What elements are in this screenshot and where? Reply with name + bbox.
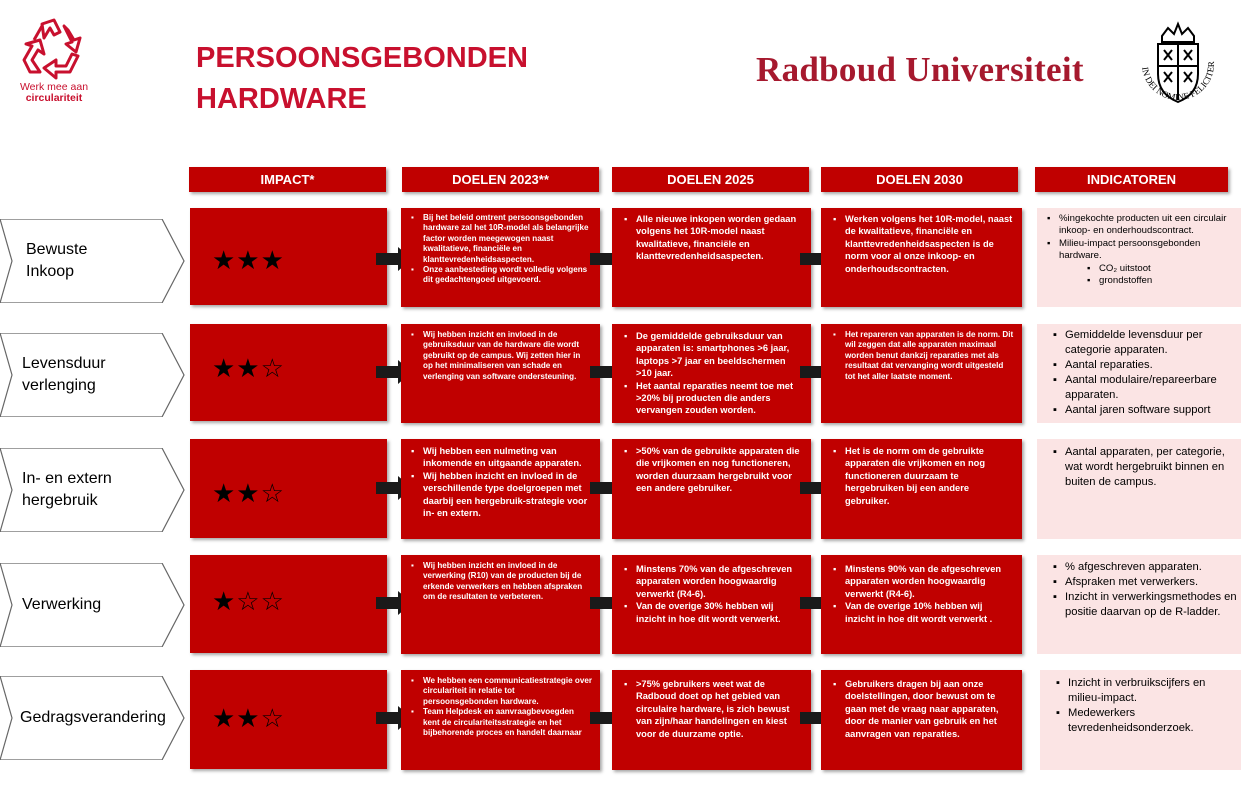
goal-item: ▪ Bij het beleid omtrent persoonsgebonden hardware zal het 10R-model als belangrijke factor worden meegewogen naast kwalitatieve, financiële en klanttevredenheidsaspecten. xyxy=(407,213,592,265)
goals-2025-box xyxy=(612,670,811,770)
indicators-box xyxy=(1040,670,1241,770)
goals-2023-box xyxy=(401,439,600,539)
goal-item: ▪ Het is de norm om de gebruikte apparaten die vrijkomen en nog functioneren duurzaam te hergebruiken bij een andere gebruiker. xyxy=(829,445,1014,507)
university-name: Radboud Universiteit xyxy=(756,50,1084,89)
goal-item: ▪ Van de overige 10% hebben wij inzicht in hoe dit wordt verwerkt . xyxy=(829,600,1014,625)
goal-item: ▪ >75% gebruikers weet wat de Radboud doet op het gebied van circulaire hardware, is zich bewust van zijn/haar handelingen en kiest voor de duurzame optie. xyxy=(620,678,803,740)
impact-box xyxy=(190,555,387,653)
goals-2025-box xyxy=(612,439,811,539)
logo-line-1: Werk mee aan xyxy=(19,81,89,93)
indicators-box xyxy=(1037,324,1241,423)
indicator-item: ▪ Aantal reparaties. xyxy=(1049,358,1237,373)
row-label-bewuste-inkoop xyxy=(0,219,186,303)
indicator-item: ▪ Medewerkers tevredenheidsonderzoek. xyxy=(1052,706,1237,736)
goal-item: ▪ Werken volgens het 10R-model, naast de kwalitatieve, financiële en klanttevredenheidsaspecten is de norm voor al onze inkoop- en onderhoudscontracten. xyxy=(829,213,1016,275)
goals-2030-box xyxy=(821,555,1022,654)
goals-2030-box xyxy=(821,439,1022,539)
indicators-box xyxy=(1037,439,1241,539)
col-header-doelen-2030: DOELEN 2030 xyxy=(821,167,1018,192)
title-line-1: PERSOONSGEBONDEN xyxy=(196,42,528,74)
row-label-line-1: Bewuste xyxy=(26,241,88,258)
impact-box xyxy=(190,670,387,769)
indicator-item: ▪ Aantal modulaire/repareerbare apparaten. xyxy=(1049,373,1237,403)
sub-indicator-item: ▪ grondstoffen xyxy=(1043,275,1237,287)
indicator-item: ▪ Milieu-impact persoonsgebonden hardware. xyxy=(1043,238,1237,263)
goal-item: ▪ Wij hebben inzicht en invloed in de verwerking (R10) van de producten bij de erkende verwerkers en hebben afspraken om de resultaten te verbeteren. xyxy=(407,561,592,603)
goal-item: ▪ Wij hebben inzicht en invloed in de gebruiksduur van de hardware die wordt gebruikt op de campus. Wij zetten hier in op het minimaliseren van schade en verlenging van software ondersteuning. xyxy=(407,330,592,382)
goals-2025-box xyxy=(612,324,811,423)
goal-item: ▪ Wij hebben inzicht en invloed in de verschillende type doelgroepen met daarbij een hergebruik-strategie voor in- en extern. xyxy=(407,470,592,520)
row-label-line-1: Levensduur xyxy=(22,355,106,372)
goal-item: ▪ >50% van de gebruikte apparaten die die vrijkomen en nog functioneren, worden duurzaam hergebruikt voor een andere gebruiker. xyxy=(620,445,803,495)
goals-2030-box xyxy=(821,324,1022,423)
indicator-item: ▪ Aantal jaren software support xyxy=(1049,403,1237,418)
goal-item: ▪ Het repareren van apparaten is de norm. Dit wil zeggen dat alle apparaten maximaal worden benut dankzij reparaties met als resultaat dat vervanging wordt uitgesteld tot het aller laatste moment. xyxy=(829,330,1014,382)
goal-item: ▪ Onze aanbesteding wordt volledig volgens dit gedachtengoed uitgevoerd. xyxy=(407,265,592,286)
col-header-impact: IMPACT* xyxy=(189,167,386,192)
row-label-gedragsverandering xyxy=(0,676,186,760)
row-label-hergebruik xyxy=(0,448,186,532)
goals-2023-box xyxy=(401,208,600,307)
goals-2025-box xyxy=(612,208,811,307)
col-header-indicatoren: INDICATOREN xyxy=(1035,167,1228,192)
indicator-item: ▪ Afspraken met verwerkers. xyxy=(1049,575,1237,590)
col-header-doelen-2025: DOELEN 2025 xyxy=(612,167,809,192)
row-label-line-1: Verwerking xyxy=(22,596,102,613)
goals-2023-box xyxy=(401,324,600,423)
indicator-item: ▪ Inzicht in verbruikscijfers en milieu-impact. xyxy=(1052,676,1237,706)
indicator-item: ▪ Inzicht in verwerkingsmethodes en positie daarvan op de R-ladder. xyxy=(1049,590,1237,620)
goals-2030-box xyxy=(821,208,1022,307)
impact-stars: ★☆☆ xyxy=(212,587,285,617)
row-label-line-1: In- en extern xyxy=(22,470,112,487)
row-label-line-1: Gedragsverandering xyxy=(20,709,166,726)
impact-box xyxy=(190,208,387,305)
impact-stars: ★★★ xyxy=(212,246,285,276)
goals-2030-box xyxy=(821,670,1022,770)
goal-item: ▪ Team Helpdesk en aanvraagbevoegden kent de circulariteitsstrategie en het bijbehorende proces en handelt daarnaar xyxy=(407,707,592,738)
goal-item: ▪ Minstens 70% van de afgeschreven apparaten worden hoogwaardig verwerkt (R4-6). xyxy=(620,563,803,600)
impact-box xyxy=(190,324,387,421)
seal-icon xyxy=(1128,14,1228,114)
seal-text: IN DEI NOMINE FELICITER xyxy=(1140,61,1217,103)
indicator-item: ▪ %ingekochte producten uit een circulair inkoop- en onderhoudscontract. xyxy=(1043,213,1237,238)
goal-item: ▪ Het aantal reparaties neemt toe met >20% bij producten die anders vervangen zouden worden. xyxy=(620,380,803,417)
title-line-2: HARDWARE xyxy=(196,83,367,115)
indicators-box xyxy=(1037,555,1241,654)
recycle-icon xyxy=(20,16,88,82)
university-seal xyxy=(1128,14,1228,114)
indicator-item: ▪ % afgeschreven apparaten. xyxy=(1049,560,1237,575)
indicator-item: ▪ Gemiddelde levensduur per categorie apparaten. xyxy=(1049,328,1237,358)
indicators-box xyxy=(1037,208,1241,307)
sub-indicator-item: ▪ CO₂ uitstoot xyxy=(1043,263,1237,275)
col-header-doelen-2023: DOELEN 2023** xyxy=(402,167,599,192)
goal-item: ▪ Van de overige 30% hebben wij inzicht in hoe dit wordt verwerkt. xyxy=(620,600,803,625)
goal-item: ▪ Gebruikers dragen bij aan onze doelstellingen, door bewust om te gaan met de vraag naar apparaten, door de manier van gebruik en het aanvragen van reparaties. xyxy=(829,678,1014,740)
goals-2025-box xyxy=(612,555,811,654)
row-label-line-2: Inkoop xyxy=(26,263,75,280)
row-label-levensduur-verlenging xyxy=(0,333,186,417)
logo-line-2: circulariteit xyxy=(25,92,83,104)
impact-stars: ★★☆ xyxy=(212,479,285,509)
goal-item: ▪ We hebben een communicatiestrategie over circulariteit in relatie tot persoonsgebonden hardware. xyxy=(407,676,592,707)
impact-stars: ★★☆ xyxy=(212,704,285,734)
recycle-logo xyxy=(14,16,94,112)
goals-2023-box xyxy=(401,670,600,770)
impact-box xyxy=(190,439,387,538)
page-title xyxy=(196,38,528,120)
row-label-verwerking xyxy=(0,563,186,647)
row-label-line-2: hergebruik xyxy=(22,492,98,509)
goal-item: ▪ Minstens 90% van de afgeschreven apparaten worden hoogwaardig verwerkt (R4-6). xyxy=(829,563,1014,600)
row-label-line-2: verlenging xyxy=(22,377,96,394)
goal-item: ▪ Alle nieuwe inkopen worden gedaan volgens het 10R-model naast kwalitatieve, financiële en klanttevredenheidsaspecten. xyxy=(620,213,803,263)
impact-stars: ★★☆ xyxy=(212,354,285,384)
goals-2023-box xyxy=(401,555,600,654)
goal-item: ▪ Wij hebben een nulmeting van inkomende en uitgaande apparaten. xyxy=(407,445,592,470)
goal-item: ▪ De gemiddelde gebruiksduur van apparaten is: smartphones >6 jaar, laptops >7 jaar en beeldschermen >10 jaar. xyxy=(620,330,803,380)
indicator-item: ▪ Aantal apparaten, per categorie, wat wordt hergebruikt binnen en buiten de campus. xyxy=(1049,445,1237,490)
